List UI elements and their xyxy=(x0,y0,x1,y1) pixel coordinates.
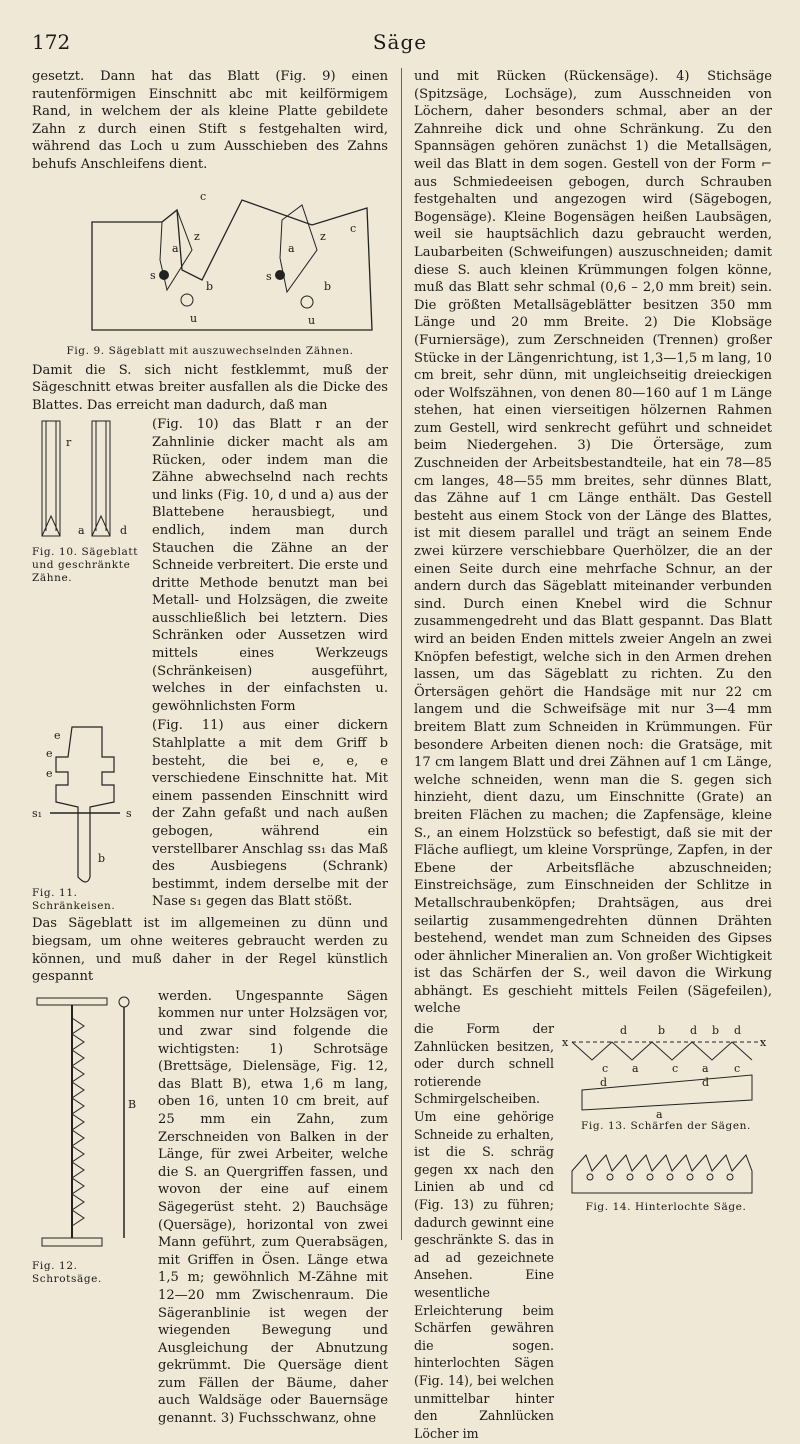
fig10-label: a xyxy=(78,524,85,538)
figure-11 xyxy=(32,717,144,913)
fig13-label: d xyxy=(600,1076,608,1090)
fig11-label: b xyxy=(98,852,106,866)
paragraph: die Form der Zahnlücken besitzen, oder durch schnell rotierende Schmirgelscheiben. Um eine gehörige Schneide zu erhalten, ist die S. schräg gegen xx nach den Linien ab und cd (Fig. 13) zu führen; dadurch gewinnt eine geschränkte S. das in ad ad gezeichnete Ansehen. Eine wesentliche Erleichterung beim Schärfen gewähren die sogen. hinterlochten Sägen (Fig. 14), bei welchen unmittelbar hinter den Zahnlücken Löcher im xyxy=(414,1021,554,1441)
fig13-14-wrap xyxy=(414,1020,772,1442)
fig9-label: a xyxy=(288,241,295,255)
fig12-caption: Fig. 12. Schrotsäge. xyxy=(32,1259,102,1285)
fig11-set-iron-illustration xyxy=(32,717,144,887)
paragraph: werden. Ungespannte Sägen kommen nur unter Holzsägen vor, und zwar sind folgende die wichtigsten: 1) Schrotsäge (Brettsäge, Dielensäge, Fig. 12, das Blatt B), etwa 1,6 m lang, oben 16, unten 10 cm breit, auf 25 mm ein Zahn, zum Zerschneiden von Balken in der Länge, für zwei Arbeiter, welche die S. an Quergriffen fassen, und wovon der eine auf einem Sägegerüst steht. 2) Bauchsäge (Quersäge), horizontal von zwei Mann geführt, zum Querabsägen, mit Griffen in Ösen. Länge etwa 1,5 m; gewöhnlich M-Zähne mit 12—20 mm Zwischenraum. Die Sägeranblinie ist wegen der wiegenden Bewegung und Ausgleichung der Abnutzung gekrümmt. Die Quersäge dient zum Fällen der Bäume, daher auch Waldsäge oder Bauernsäge genannt. 3) Fuchsschwanz, ohne xyxy=(158,988,388,1427)
paragraph: (Fig. 10) das Blatt r an der Zahnlinie dicker macht als am Rücken, oder indem man die Zähne abwechselnd nach rechts und links (Fig. 10, d und a) aus der Blattebene herausbiegt, und endlich, indem man durch Stauchen die Zähne an der Schneide verbreitert. Die erste und dritte Methode benutzt man bei Metall- und Holzsägen, die zweite ausschließlich bei letztern. Dies Schränken oder Aussetzen wird mittels eines Werkzeugs (Schränkeisen) ausgeführt, welches in der einfachsten u. gewöhnlichsten Form xyxy=(152,417,388,714)
fig13-label: d xyxy=(702,1076,710,1090)
fig9-label: z xyxy=(194,229,200,243)
fig9-label: u xyxy=(308,313,316,327)
fig9-label: s xyxy=(266,269,272,283)
fig11-label: s xyxy=(126,807,132,821)
fig9-label: z xyxy=(320,229,326,243)
paragraph: gesetzt. Dann hat das Blatt (Fig. 9) einen rautenförmigen Einschnitt abc mit keilförmigem Rand, in welchem der als kleine Platte gebildete Zahn z durch einen Stift s festgehalten wird, während das Loch u zum Ausschieben des Zahns behufs Anschleifens dient. xyxy=(32,69,388,172)
fig12-frame-saw-illustration xyxy=(32,988,150,1260)
fig11-label: e xyxy=(54,729,61,743)
fig14-caption: Fig. 14. Hinterlochte Säge. xyxy=(585,1201,747,1214)
fig11-caption: Fig. 11. Schränkeisen. xyxy=(32,887,116,913)
fig11-label: e xyxy=(46,747,53,761)
fig13-label: c xyxy=(672,1062,679,1076)
fig13-label: b xyxy=(712,1024,720,1038)
fig11-wrap xyxy=(32,717,388,913)
fig9-caption: Fig. 9. Sägeblatt mit auszuwechselnden Zähnen. xyxy=(66,344,354,357)
fig9-saw-blade-illustration xyxy=(82,180,382,345)
running-title: Säge xyxy=(372,30,428,54)
fig9-label: c xyxy=(200,189,207,203)
figures-13-14 xyxy=(562,1020,770,1214)
fig10-wrap xyxy=(32,416,388,715)
fig10-label: r xyxy=(66,436,72,450)
page-number: 172 xyxy=(32,30,71,54)
fig10-label: d xyxy=(120,524,128,538)
fig9-label: b xyxy=(324,279,332,293)
paragraph: und mit Rücken (Rückensäge). 4) Stichsäge (Spitzsäge, Lochsäge), zum Ausschneiden von Löchern, daher besonders schmal, aber an der Zahnreihe dick und ohne Schränkung. Zu den Spannsägen gehören zunächst 1) die Metallsägen, weil das Blatt in dem sogen. Gestell von der Form ⌐ aus Schmiedeeisen gebogen, durch Schrauben festgehalten und angezogen wird (Sägebogen, Bogensäge). Kleine Bogensägen heißen Laubsägen, weil sie hauptsächlich dazu gebraucht werden, Laubarbeiten (Schweifungen) auszuschneiden; damit diese S. auch kleinen Krümmungen folgen könne, muß das Blatt sehr schmal (0,6 – 2,0 mm breit) sein. Die größten Metallsägeblätter besitzen 350 mm Länge und 20 mm Breite. 2) Die Klobsäge (Furniersäge), zum Zerschneiden (Trennen) großer Stücke in der Längenrichtung, ist 1,3—1,5 m lang, 10 cm breit, sehr dünn, mit ungleichseitig dreieckigen oder Wolfszähnen, von denen 80—160 auf 1 m Länge stehen, hat einen vierseitigen hölzernen Rahmen zum Gestell, wird senkrecht geführt und schneidet beim Niedergehen. 3) Die Örtersäge, zum Zuschneiden der Arbeitsbestandteile, hat ein 78—85 cm langes, 48—55 mm breites, sehr dünnes Blatt, das Zähne auf 1 cm Länge enthält. Das Gestell besteht aus einem Stock von der Länge des Blattes, ist mit diesem parallel und trägt an seinem Ende zwei kürzere verschiebbare Querhölzer, die an der einen Seite durch eine mehrfache Schnur, an der andern durch das Sägeblatt miteinander verbunden sind. Durch einen Knebel wird die Schnur zusammengedreht und das Blatt gespannt. Das Blatt wird an beiden Enden mittels zweier Angeln an zwei Knöpfen befestigt, welche sich in den Armen drehen lassen, um das Sägeblatt zu richten. Zu den Örtersägen gehört die Handsäge mit nur 22 cm langem und die Schweifsäge mit nur 3—4 mm breitem Blatt zum Schneiden in Krümmungen. Für besondere Arbeiten dienen noch: die Gratsäge, mit 17 cm langem Blatt und drei Zähnen auf 1 cm Länge, welche schneiden, wenn man die S. gegen sich hinzieht, dient dazu, um Einschnitte (Grate) an breiten Flächen zu machen; die Zapfensäge, kleine S., an einem Holzstück so befestigt, daß sie mit der Fläche aufliegt, um kleine Vorsprünge, Zapfen, in der Ebene der Arbeitsfläche abzuschneiden; Einstreichsäge, zum Einschneiden der Schlitze in Metallschraubenköpfen; Drahtsägen, aus drei seilartig zusammengedrehten dünnen Drähten bestehend, wendet man zum Schneiden des Gipses oder ähnlicher Mineralien an. Von großer Wichtigkeit ist das Schärfen der S., weil davon die Wirkung abhängt. Es geschieht mittels Feilen (Sägefeilen), welche xyxy=(414,69,772,1017)
paragraph: Das Sägeblatt ist im allgemeinen zu dünn und biegsam, um ohne weiteres gebraucht werden zu können, und muß daher in der Regel künstlich gespannt xyxy=(32,916,388,985)
fig13-sharpening-illustration xyxy=(562,1020,770,1120)
column-divider xyxy=(401,68,402,1240)
page-header xyxy=(32,30,768,60)
paragraph: Damit die S. sich nicht festklemmt, muß der Sägeschnitt etwas breiter ausfallen als die Dicke des Blattes. Das erreicht man dadurch, daß man xyxy=(32,362,388,413)
fig13-label: a xyxy=(632,1062,639,1076)
fig13-label: d xyxy=(690,1024,698,1038)
fig9-label: b xyxy=(206,279,214,293)
fig12-wrap xyxy=(32,988,388,1428)
figure-10 xyxy=(32,416,144,585)
fig13-label: d xyxy=(734,1024,742,1038)
fig9-label: c xyxy=(350,221,357,235)
fig13-label: c xyxy=(602,1062,609,1076)
fig13-label: d xyxy=(620,1024,628,1038)
fig13-label: b xyxy=(658,1024,666,1038)
fig13-label: c xyxy=(734,1062,741,1076)
fig13-label: a xyxy=(656,1108,663,1121)
fig9-label: a xyxy=(172,241,179,255)
fig13-label: x xyxy=(562,1036,569,1050)
fig14-saw-illustration xyxy=(562,1143,770,1201)
fig9-label: s xyxy=(150,268,156,282)
fig9-label: u xyxy=(190,311,198,325)
right-column xyxy=(414,68,772,1444)
fig13-label: a xyxy=(702,1062,709,1076)
fig10-caption: Fig. 10. Sägeblatt und geschränkte Zähne. xyxy=(32,546,139,585)
fig11-label: s₁ xyxy=(32,807,43,821)
fig13-label: x xyxy=(760,1036,767,1050)
figure-9 xyxy=(32,180,388,358)
fig11-label: e xyxy=(46,767,53,781)
fig13-caption: Fig. 13. Schärfen der Sägen. xyxy=(581,1120,751,1133)
fig12-label: B xyxy=(128,1097,137,1111)
paragraph: (Fig. 11) aus einer dickern Stahlplatte a mit dem Griff b besteht, die bei e, e, e verschiedene Einschnitte hat. Mit einem passenden Einschnitt wird der Zahn gefaßt und nach außen gebogen, während ein verstellbarer Anschlag ss₁ das Maß des Ausbiegens (Schrank) bestimmt, indem derselbe mit der Nase s₁ gegen das Blatt stößt. xyxy=(152,718,388,910)
left-column xyxy=(32,68,388,1430)
figure-12 xyxy=(32,988,150,1286)
fig10-blade-illustration xyxy=(32,416,144,546)
